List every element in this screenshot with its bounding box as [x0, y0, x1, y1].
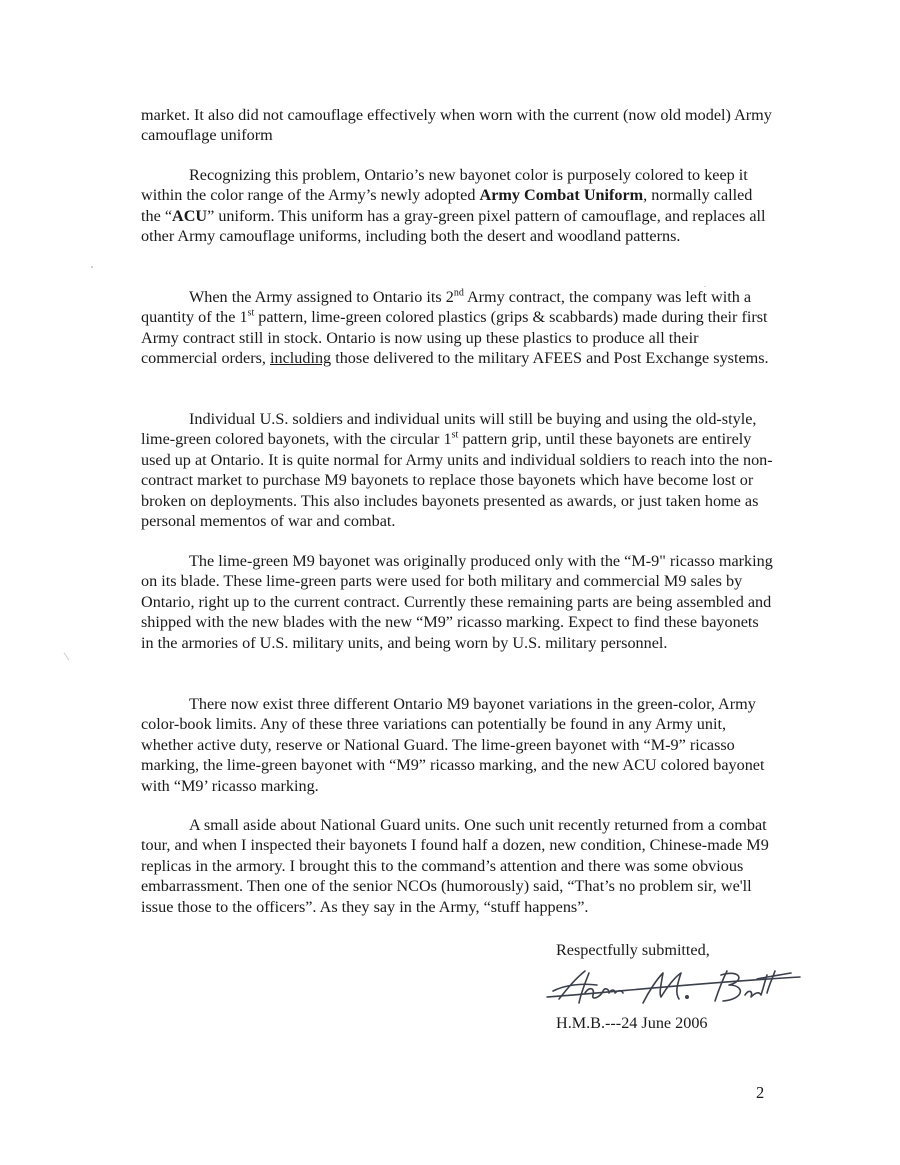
- body-paragraph: [141, 551, 773, 653]
- scan-speck: [64, 653, 70, 661]
- superscript: nd: [453, 287, 464, 299]
- text-run: ” uniform. This uniform has a gray-green pixel pattern of camouflage, and replaces all other Army camouflage uniforms, including both the desert and woodland patterns.: [141, 206, 766, 246]
- text-run: Army contract, the company was left with a quantity of the 1: [141, 288, 752, 327]
- body-text: [141, 0, 773, 1000]
- text-run: A small aside about National Guard units. One such unit recently returned from a combat tour, and when I inspected their bayonets I found half a dozen, new condition, Chinese-made M9 replicas in the armory. I brought this to the command’s attention and there was some obvious embarrassment. Then one of the senior NCOs (humorously) said, “That’s no problem sir, we'll issue those to the officers”. As they say in the Army, “stuff happens”.: [141, 816, 769, 916]
- handwritten-signature: [545, 963, 805, 1009]
- superscript: st: [451, 430, 459, 442]
- text-run: , normally called the “: [141, 186, 753, 225]
- body-paragraph: [141, 815, 773, 917]
- scan-speck: [91, 266, 93, 268]
- bold-text: ACU: [172, 206, 208, 225]
- text-run: The lime-green M9 bayonet was originally produced only with the “M-9" ricasso marking on its blade. These lime-green parts were used for both military and commercial M9 sales by Ontario, right up to the current contract. Currently these remaining parts are being assembled and shipped with the new blades with the new “M9” ricasso marking. Expect to find these bayonets in the armories of U.S. military units, and being worn by U.S. military personnel.: [141, 552, 773, 652]
- valediction: Respectfully submitted,: [556, 941, 710, 959]
- page-number: 2: [756, 1083, 765, 1102]
- body-paragraph: [141, 287, 773, 369]
- text-run: There now exist three different Ontario M9 bayonet variations in the green-color, Army color-book limits. Any of these three variations can potentially be found in any Army unit, whether active duty, reserve or National Guard. The lime-green bayonet with “M-9” ricasso marking, the lime-green bayonet with “M9” ricasso marking, and the new ACU colored bayonet with “M9’ ricasso marking.: [141, 695, 765, 795]
- text-run: market. It also did not camouflage effectively when worn with the current (now old model) Army camouflage uniform: [141, 106, 772, 145]
- superscript: st: [247, 308, 255, 320]
- text-run: When the Army assigned to Ontario its 2: [189, 288, 454, 306]
- body-paragraph: [141, 165, 773, 247]
- body-paragraph: [141, 694, 773, 796]
- underlined-text: including: [270, 349, 332, 368]
- scan-speck: [704, 286, 706, 287]
- bold-text: Army Combat Uniform: [479, 186, 644, 205]
- text-run: pattern, lime-green colored plastics (grips & scabbards) made during their first Army contract still in stock. Ontario is now using up these plastics to produce all their commercial orders,: [141, 308, 768, 368]
- text-run: Individual U.S. soldiers and individual units will still be buying and using the old-style, lime-green colored bayonets, with the circular 1: [141, 410, 757, 449]
- body-paragraph: [141, 105, 773, 146]
- text-run: pattern grip, until these bayonets are entirely used up at Ontario. It is quite normal for Army units and individual soldiers to reach into the non-contract market to purchase M9 bayonets to replace those bayonets which have become lost or broken on deployments. This also includes bayonets presented as awards, or just taken home as personal mementos of war and combat.: [141, 430, 773, 531]
- signature-initials-date: H.M.B.---24 June 2006: [556, 1014, 708, 1032]
- text-run: Recognizing this problem, Ontario’s new bayonet color is purposely colored to keep it within the color range of the Army’s newly adopted: [141, 166, 748, 205]
- text-run: those delivered to the military AFEES and Post Exchange systems.: [331, 349, 769, 368]
- body-paragraph: [141, 409, 773, 531]
